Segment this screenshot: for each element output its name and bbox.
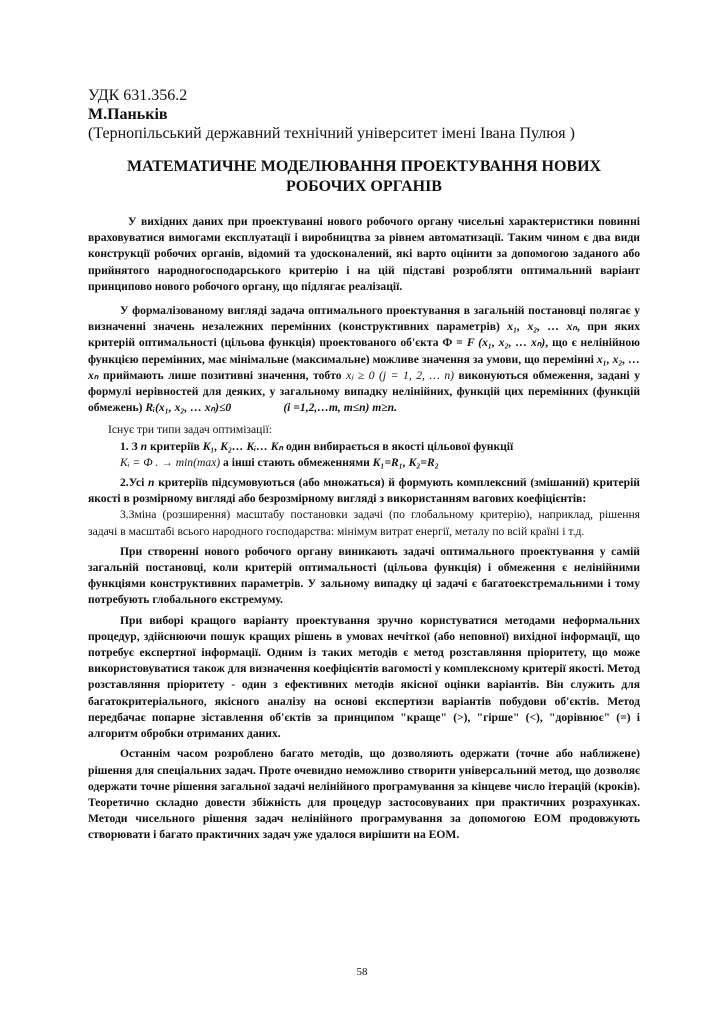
objective-minmax: Kᵢ = Ф . → min(max) xyxy=(120,455,221,469)
page-number: 58 xyxy=(356,966,368,978)
paragraph-4: При виборі кращого варіанту проектування зручно користуватися методами неформальних процедур, здійснюючи пошук кращих рішень в умовах нечіткої (або неповної) вихідної інформації, що потребує експертної інформації. Одним із таких методів є метод розставляння пріоритету, що може використовуватися також для визначення коефіцієнтів вагомості у комплексному критерії якості. Метод розставляння пріоритету - один з ефективних методів якісної оцінки варіантів. Він служить для багатокритеріального, якісного аналізу на основі експертизи варіантів побудови об'єктів. Метод передбачає попарне зіставлення об'єктів за принципом "краще" (>), "гірше" (<), "дорівнює" (=) і алгоритм обробки отриманих даних. xyxy=(88,613,640,741)
title-line-1: МАТЕМАТИЧНЕ МОДЕЛЮВАННЯ ПРОЕКТУВАННЯ НОВИХ xyxy=(126,158,602,175)
udk-code: УДК 631.356.2 xyxy=(88,87,188,104)
criteria-list: K₁, K₂… Kᵢ… Kₙ xyxy=(202,439,284,453)
type-1 xyxy=(88,439,640,455)
title-line-2: РОБОЧИХ ОРГАНІВ xyxy=(286,178,442,195)
type-2-n: n xyxy=(148,476,155,490)
paragraph-5: Останнім часом розроблено багато методів, що дозволяють одержати (точне або наближене) рішення для спеціальних задач. Проте очевидно неможливо створити універсальний метод, що дозволяє одержати точне рішення загальної задачі нелінійного програмування за кінцеве число ітерацій (кроків). Теоретично складно довести збіжність для процедур застосовуваних при практичних розрахунках. Методи чисельного рішення задач нелінійного програмування за допомогою ЕОМ продовжують створювати і багато практичних задач уже удалося вирішити на ЕОМ. xyxy=(88,747,640,842)
paragraph-3: При створенні нового робочого органу виникають задачі оптимального проектування у самій загальній постановці, коли критерій оптимальності (цільова функція) і обмеження є нелінійними функціями конструктивних параметрів. У зальному випадку ці задачі є багатоекстремальними і тому потребують глобального екстремуму. xyxy=(88,544,640,607)
type-2-text: критеріїв підсумовуються (або множаться) й формують комплексний (змішаний) критерій якості в розмірному вигляді або безрозмірному вигляді з використанням вагових коефіцієнтів: xyxy=(88,476,640,506)
type-1-text-3: а інші стають обмеженнями xyxy=(220,455,373,469)
type-1-text: критеріїв xyxy=(147,439,203,453)
paragraph-1: У вихідних даних при проектуванні нового робочого органу чисельні характеристики повинні враховуватися вимогами експлуатації і виробництва за рівнем автоматизації. Таким чином є два види конструкції робочих органів, відомий та удосконалений, які варто оцінити за допомогою заданого або прийнятого народногосподарського критерію і на цій підставі розробляти оптимальний варіант принципово нового робочого органу, що підлягає реалізації. xyxy=(88,215,640,293)
paragraph-2-part-c: , що є нелінійною функцією перемінних, має мінімальне (максимальне) можливе значення за умови, що перемінні xyxy=(88,336,640,366)
paragraph-2-part-b: , при яких критерій оптимальності (цільова функція) проектованого об'єкта Ф = xyxy=(88,320,640,350)
type-1-formula xyxy=(88,455,640,471)
author-name: М.Паньків xyxy=(88,106,168,123)
constraint-indices: (i =1,2,…m, m≤n) m≥n. xyxy=(283,401,398,415)
type-3: 3.Зміна (розширення) масштабу постановки задачі (по глобальному критерію), наприклад, рішення задачі в масштабі всього народного господарства: мінімум витрат енергії, металу по всій країні і т.д. xyxy=(88,508,640,538)
type-1-n: n xyxy=(140,439,148,453)
author-affiliation: (Тернопільський державний технічний університет імені Івана Пулюя ) xyxy=(88,125,575,142)
paragraph-2-part-e: виконуються обмеження, задані у формулі нерівностей для деяких, у загальному випадку нелінійних, функцій цих перемінних (функцій обмежень) xyxy=(88,368,640,415)
variables-list-2: x₁, x₂, … xₙ xyxy=(88,352,640,382)
constraint-function: Rᵢ(x₁, x₂, … xₙ)≤0 xyxy=(145,401,232,415)
article-title xyxy=(88,157,640,197)
paragraph-2 xyxy=(88,303,640,416)
type-2 xyxy=(88,475,640,507)
criteria-constraints: K₁=R₁, K₂=R₂ xyxy=(372,455,439,469)
types-intro: Існує три типи задач оптимізації: xyxy=(108,423,273,437)
type-2-number: 2.Усі xyxy=(120,476,149,490)
type-1-text-2: один вибирається в якості цільової функції xyxy=(283,439,514,453)
article-body xyxy=(88,214,640,844)
type-1-number: 1. З xyxy=(120,439,141,453)
paragraph-2-part-d: приймають лише позитивні значення, тобто xyxy=(98,368,347,382)
paragraph-2-part-a: У формалізованому вигляді задача оптимального проектування в загальній постановці полягає у визначенні значень незалежних перемінних (конструктивних параметрів) xyxy=(88,304,640,334)
objective-function: F (x₁, x₂, … xₙ) xyxy=(466,336,546,350)
nonnegativity-condition: xⱼ ≥ 0 (j = 1, 2, … n) xyxy=(346,368,454,382)
variables-list: x₁, x₂, … xₙ xyxy=(507,320,578,334)
